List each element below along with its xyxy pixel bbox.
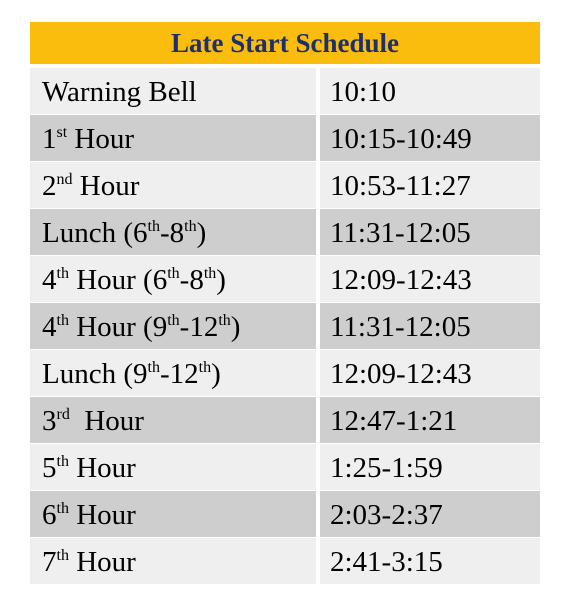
table-row <box>30 162 540 208</box>
time-value: 10:15-10:49 <box>330 122 472 155</box>
period-label <box>42 404 144 437</box>
period-text: 1 <box>42 122 57 155</box>
period-text: 4 <box>42 263 57 296</box>
table-row <box>30 68 540 114</box>
period-label <box>42 263 226 296</box>
period-label <box>42 216 207 249</box>
time-value: 11:31-12:05 <box>330 310 471 343</box>
period-cell <box>30 162 316 208</box>
period-cell <box>30 444 316 490</box>
ordinal-suffix: th <box>56 264 69 282</box>
period-text: Hour (6 <box>68 263 168 296</box>
period-text: Hour <box>68 545 136 578</box>
period-cell <box>30 256 316 302</box>
period-label <box>42 310 241 343</box>
table-row <box>30 115 540 161</box>
ordinal-suffix: th <box>147 217 160 235</box>
period-text: -8 <box>159 216 185 249</box>
period-text: 3 <box>42 404 57 437</box>
period-text: ) <box>211 357 221 390</box>
period-text: Hour <box>68 498 136 531</box>
period-cell <box>30 350 316 396</box>
time-cell <box>320 350 540 396</box>
period-cell <box>30 491 316 537</box>
table-row <box>30 209 540 255</box>
time-cell <box>320 68 540 114</box>
period-label <box>42 545 136 578</box>
ordinal-suffix: th <box>56 311 69 329</box>
table-row <box>30 350 540 396</box>
time-value: 12:09-12:43 <box>330 263 472 296</box>
period-text: Lunch (6 <box>42 216 148 249</box>
time-value: 12:47-1:21 <box>330 404 458 437</box>
time-cell <box>320 209 540 255</box>
period-text: Lunch (9 <box>42 357 148 390</box>
table-row <box>30 303 540 349</box>
period-text: Hour <box>69 404 144 437</box>
ordinal-suffix: th <box>218 311 231 329</box>
period-text: Hour <box>67 122 135 155</box>
period-text: 5 <box>42 451 57 484</box>
period-cell <box>30 115 316 161</box>
ordinal-suffix: th <box>56 452 69 470</box>
ordinal-suffix: th <box>56 499 69 517</box>
period-text: -8 <box>179 263 204 296</box>
schedule-rows <box>30 68 540 584</box>
ordinal-suffix: th <box>147 358 160 376</box>
period-text: 7 <box>42 545 57 578</box>
period-label <box>42 357 221 390</box>
time-value: 2:03-2:37 <box>330 498 443 531</box>
ordinal-suffix: th <box>198 358 212 376</box>
ordinal-suffix: nd <box>56 170 73 188</box>
period-text: ) <box>230 310 241 343</box>
period-text: 4 <box>42 310 57 343</box>
period-cell <box>30 209 316 255</box>
time-value: 12:09-12:43 <box>330 357 472 390</box>
table-row <box>30 491 540 537</box>
time-value: 10:10 <box>330 75 397 108</box>
time-value: 1:25-1:59 <box>330 451 443 484</box>
schedule-table <box>30 22 540 584</box>
table-row <box>30 538 540 584</box>
time-cell <box>320 538 540 584</box>
time-cell <box>320 491 540 537</box>
period-text: Hour (9 <box>68 310 168 343</box>
schedule-title: Late Start Schedule <box>30 22 540 64</box>
ordinal-suffix: st <box>56 123 68 141</box>
period-cell <box>30 397 316 443</box>
ordinal-suffix: th <box>56 546 69 564</box>
time-cell <box>320 397 540 443</box>
table-row <box>30 397 540 443</box>
time-cell <box>320 256 540 302</box>
period-cell <box>30 303 316 349</box>
time-cell <box>320 444 540 490</box>
period-label <box>42 169 140 202</box>
table-row <box>30 444 540 490</box>
time-cell <box>320 162 540 208</box>
period-label <box>42 75 197 108</box>
period-text: -12 <box>179 310 219 343</box>
table-row <box>30 256 540 302</box>
period-label <box>42 451 136 484</box>
period-text: ) <box>216 263 226 296</box>
period-text: 6 <box>42 498 57 531</box>
period-cell <box>30 538 316 584</box>
time-cell <box>320 115 540 161</box>
ordinal-suffix: th <box>167 264 180 282</box>
period-text: 2 <box>42 169 57 202</box>
period-text: -12 <box>159 357 199 390</box>
ordinal-suffix: th <box>167 311 180 329</box>
time-cell <box>320 303 540 349</box>
period-text: ) <box>196 216 207 249</box>
time-value: 2:41-3:15 <box>330 545 443 578</box>
period-text: Hour <box>68 451 136 484</box>
ordinal-suffix: th <box>203 264 217 282</box>
ordinal-suffix: th <box>184 217 197 235</box>
time-value: 11:31-12:05 <box>330 216 471 249</box>
period-label <box>42 498 136 531</box>
period-label <box>42 122 135 155</box>
time-value: 10:53-11:27 <box>330 169 471 202</box>
period-text: Warning Bell <box>42 75 197 108</box>
period-text: Hour <box>72 169 140 202</box>
period-cell <box>30 68 316 114</box>
ordinal-suffix: rd <box>56 405 70 423</box>
